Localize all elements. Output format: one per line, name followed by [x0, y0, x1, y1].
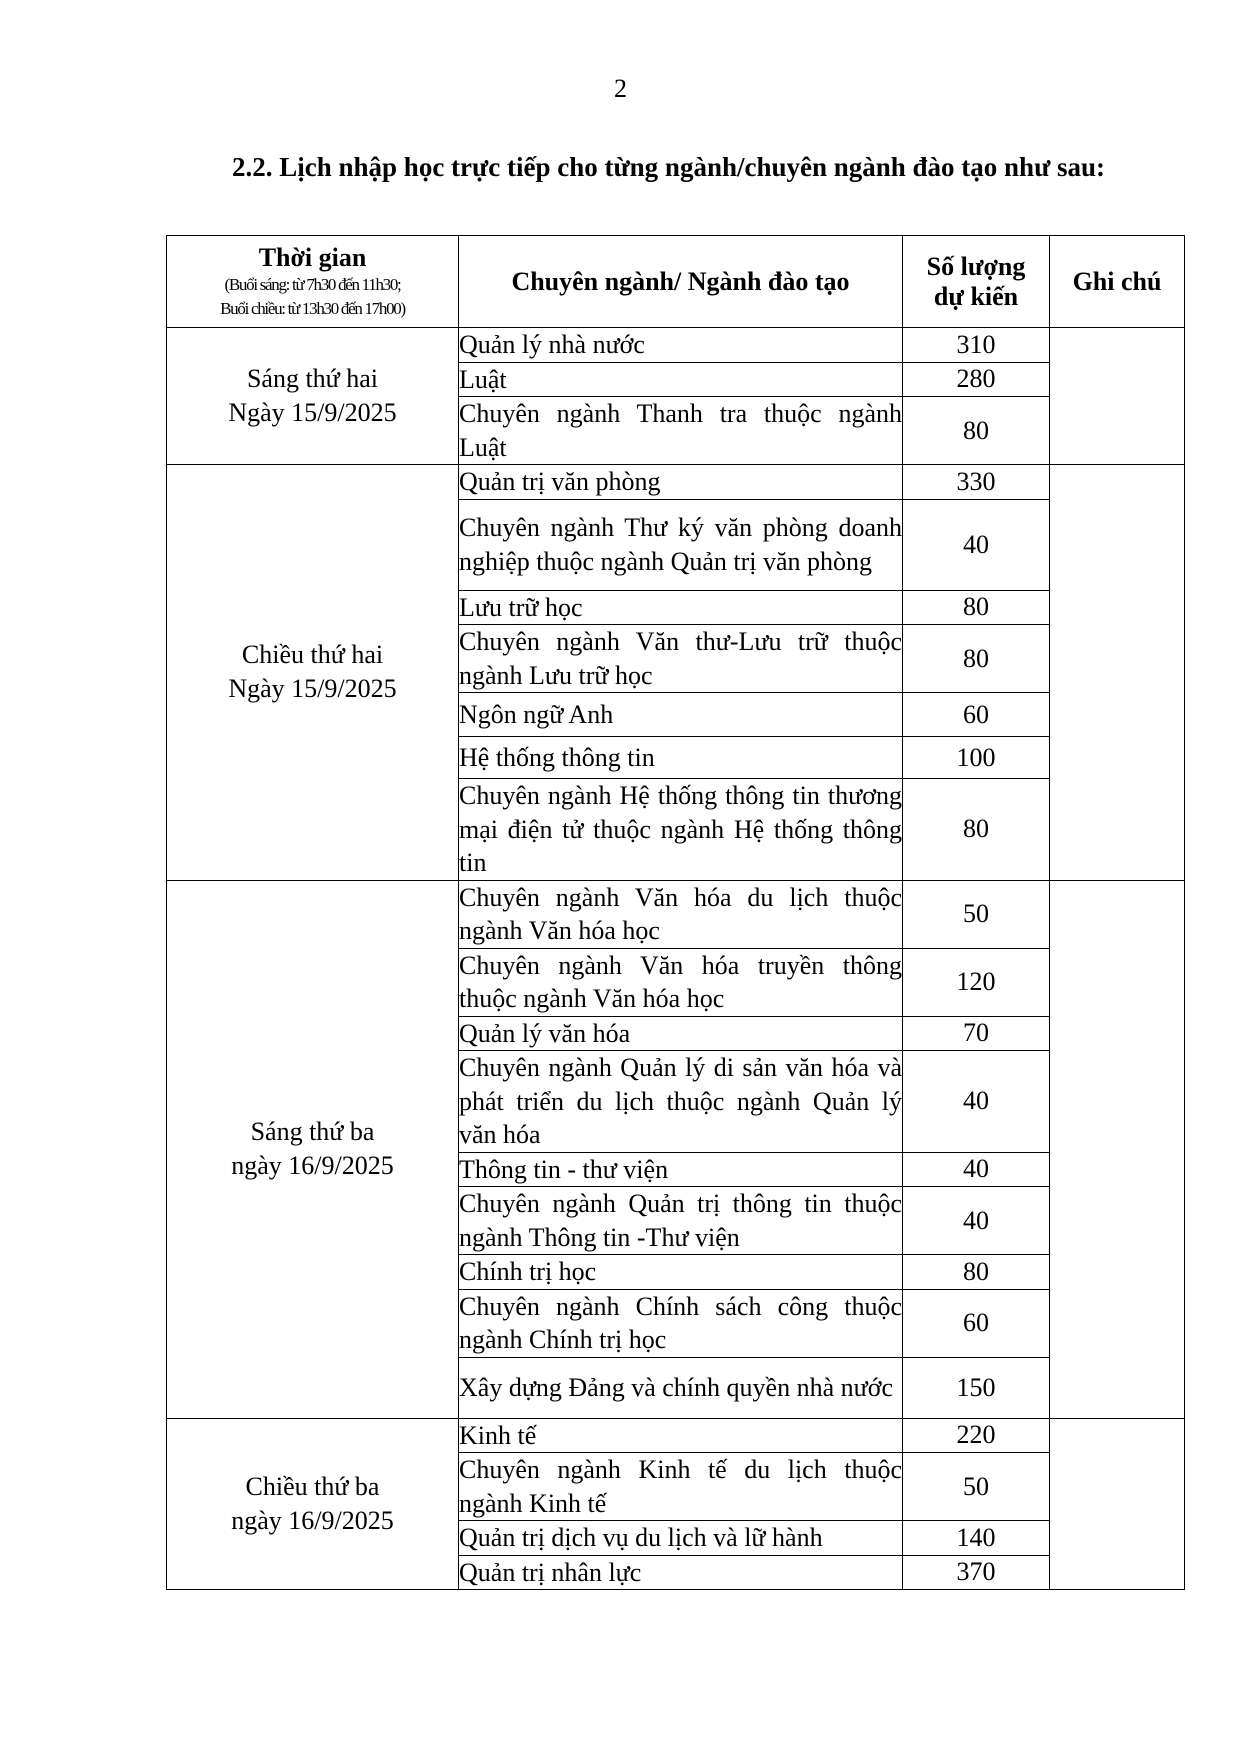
- table-row: [167, 880, 1185, 948]
- quantity-cell: 310: [903, 328, 1050, 363]
- session-day: Chiều thứ hai: [241, 640, 384, 670]
- table-body: [167, 328, 1185, 1590]
- major-cell: Quản trị văn phòng: [459, 465, 903, 500]
- quantity-cell: 280: [903, 362, 1050, 397]
- quantity-cell: 40: [903, 1152, 1050, 1187]
- page-number: 2: [614, 74, 627, 103]
- session-cell: [167, 328, 459, 465]
- table-row: [167, 1418, 1185, 1453]
- major-cell: Luật: [459, 362, 903, 397]
- session-date: Ngày 15/9/2025: [228, 674, 397, 704]
- table-header-row: [167, 236, 1185, 328]
- session-date: ngày 16/9/2025: [231, 1151, 394, 1180]
- note-cell: [1050, 328, 1185, 465]
- session-date: Ngày 15/9/2025: [228, 398, 397, 427]
- quantity-cell: 150: [903, 1357, 1050, 1418]
- major-cell: Quản trị nhân lực: [459, 1555, 903, 1590]
- note-cell: [1050, 465, 1185, 881]
- header-time-note-afternoon: Buổi chiều: từ 13h30 đến 17h00): [220, 298, 405, 318]
- session-day: Sáng thứ ba: [250, 1117, 375, 1146]
- quantity-cell: 220: [903, 1418, 1050, 1453]
- quantity-cell: 80: [903, 1255, 1050, 1290]
- quantity-cell: 80: [903, 590, 1050, 625]
- major-cell: Hệ thống thông tin: [459, 737, 903, 779]
- major-cell: Chuyên ngành Văn thư-Lưu trữ thuộc ngành Lưu trữ học: [459, 625, 903, 693]
- major-cell: Ngôn ngữ Anh: [459, 693, 903, 737]
- quantity-cell: 80: [903, 625, 1050, 693]
- quantity-cell: 70: [903, 1016, 1050, 1051]
- header-time-note-morning: (Buổi sáng: từ 7h30 đến 11h30;: [224, 274, 401, 294]
- note-cell: [1050, 1418, 1185, 1590]
- quantity-cell: 40: [903, 1051, 1050, 1153]
- header-quantity-line2: dự kiến: [933, 281, 1019, 311]
- session-cell: [167, 1418, 459, 1590]
- quantity-cell: 60: [903, 693, 1050, 737]
- quantity-cell: 40: [903, 499, 1050, 590]
- table-row: [167, 465, 1185, 500]
- session-date: ngày 16/9/2025: [231, 1505, 394, 1535]
- major-cell: Chuyên ngành Quản lý di sản văn hóa và phát triển du lịch thuộc ngành Quản lý văn hóa: [459, 1051, 903, 1153]
- header-note: Ghi chú: [1050, 236, 1185, 328]
- major-cell: Chuyên ngành Quản trị thông tin thuộc ngành Thông tin -Thư viện: [459, 1187, 903, 1255]
- quantity-cell: 330: [903, 465, 1050, 500]
- major-cell: Chuyên ngành Kinh tế du lịch thuộc ngành Kinh tế: [459, 1453, 903, 1521]
- major-cell: Kinh tế: [459, 1418, 903, 1453]
- table-row: [167, 328, 1185, 363]
- header-time: [167, 236, 459, 328]
- major-cell: Quản lý văn hóa: [459, 1016, 903, 1051]
- quantity-cell: 140: [903, 1521, 1050, 1556]
- major-cell: Chuyên ngành Chính sách công thuộc ngành Chính trị học: [459, 1289, 903, 1357]
- major-cell: Lưu trữ học: [459, 590, 903, 625]
- header-quantity-line1: Số lượng: [926, 251, 1026, 281]
- major-cell: Chuyên ngành Thanh tra thuộc ngành Luật: [459, 397, 903, 465]
- major-cell: Chuyên ngành Văn hóa truyền thông thuộc ngành Văn hóa học: [459, 948, 903, 1016]
- quantity-cell: 60: [903, 1289, 1050, 1357]
- note-cell: [1050, 880, 1185, 1418]
- enrollment-schedule-table: [166, 235, 1185, 1590]
- major-cell: Chuyên ngành Thư ký văn phòng doanh nghiệp thuộc ngành Quản trị văn phòng: [459, 499, 903, 590]
- session-cell: [167, 880, 459, 1418]
- quantity-cell: 50: [903, 880, 1050, 948]
- session-day: Sáng thứ hai: [246, 364, 379, 393]
- quantity-cell: 100: [903, 737, 1050, 779]
- header-quantity: [903, 236, 1050, 328]
- quantity-cell: 370: [903, 1555, 1050, 1590]
- quantity-cell: 120: [903, 948, 1050, 1016]
- section-heading: 2.2. Lịch nhập học trực tiếp cho từng ngành/chuyên ngành đào tạo như sau:: [232, 152, 1106, 182]
- major-cell: Chuyên ngành Văn hóa du lịch thuộc ngành Văn hóa học: [459, 880, 903, 948]
- major-cell: Thông tin - thư viện: [459, 1152, 903, 1187]
- quantity-cell: 80: [903, 779, 1050, 881]
- session-day: Chiều thứ ba: [245, 1471, 380, 1501]
- major-cell: Chuyên ngành Hệ thống thông tin thương mại điện tử thuộc ngành Hệ thống thông tin: [459, 779, 903, 881]
- major-cell: Chính trị học: [459, 1255, 903, 1290]
- session-cell: [167, 465, 459, 881]
- quantity-cell: 40: [903, 1187, 1050, 1255]
- header-time-title: Thời gian: [258, 242, 367, 272]
- quantity-cell: 80: [903, 397, 1050, 465]
- header-major: Chuyên ngành/ Ngành đào tạo: [459, 236, 903, 328]
- major-cell: Xây dựng Đảng và chính quyền nhà nước: [459, 1357, 903, 1418]
- major-cell: Quản trị dịch vụ du lịch và lữ hành: [459, 1521, 903, 1556]
- quantity-cell: 50: [903, 1453, 1050, 1521]
- major-cell: Quản lý nhà nước: [459, 328, 903, 363]
